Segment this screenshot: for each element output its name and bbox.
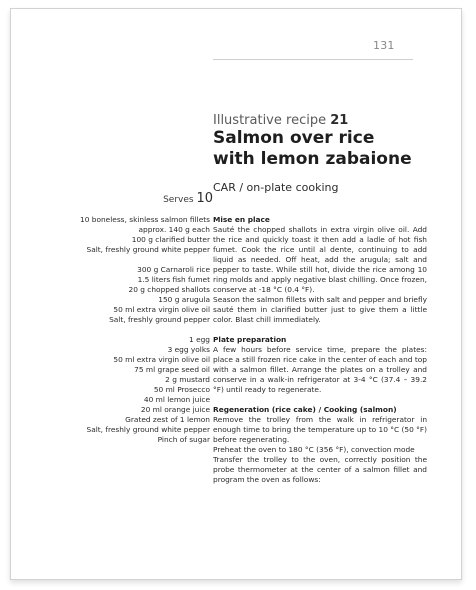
ingredient-group	[31, 215, 210, 255]
serves-line	[123, 191, 213, 206]
recipe-subtitle: CAR / on-plate cooking	[213, 181, 339, 194]
section-heading: Plate preparation	[213, 335, 287, 344]
method-paragraph: Remove the trolley from the walk in refrigerator in enough time to bring the temperature up to 10 °C (50 °F) before regenerating.	[213, 415, 427, 444]
ingredient-line: 1 egg	[189, 335, 210, 344]
ingredient-line: 150 g arugula	[158, 295, 210, 304]
method-section	[213, 335, 427, 395]
ingredient-line: 50 ml extra virgin olive oil	[113, 355, 210, 364]
ingredient-line: 10 boneless, skinless salmon fillets	[80, 215, 210, 224]
ingredient-line: Salt, freshly ground white pepper	[86, 245, 210, 254]
ingredient-line: 20 ml orange juice	[140, 405, 210, 414]
ingredient-line: 75 ml grape seed oil	[134, 365, 210, 374]
ingredient-group	[31, 265, 210, 325]
section-heading: Regeneration (rice cake) / Cooking (salmon)	[213, 405, 397, 414]
ingredient-group	[31, 335, 210, 445]
ingredient-line: 3 egg yolks	[167, 345, 210, 354]
recipe-title-line: Salmon over rice	[213, 128, 375, 148]
method-column	[213, 215, 427, 495]
recipe-kicker-label: Illustrative recipe	[213, 113, 327, 128]
ingredient-list	[31, 215, 210, 455]
ingredient-line: 300 g Carnaroli rice	[137, 265, 210, 274]
ingredient-line: 2 g mustard	[165, 375, 210, 384]
method-section	[213, 405, 427, 485]
recipe-kicker	[213, 113, 348, 128]
ingredient-line: Salt, freshly ground pepper	[109, 315, 210, 324]
ingredient-line: 100 g clarified butter	[131, 235, 210, 244]
ingredient-line: Pinch of sugar	[157, 435, 210, 444]
method-paragraph: A few hours before service time, prepare the plates: place a still frozen rice cake in the center of each and top with a salmon fillet. Arrange the plates on a trolley and conserve in a walk-in refrigerator at 3-4 °C (37.4 – 39.2 °F) until ready to regenerate.	[213, 345, 427, 394]
method-paragraph: Season the salmon fillets with salt and pepper and briefly sauté them in clarified butter just to give them a little color. Blast chill immediately.	[213, 295, 427, 324]
ingredient-line: Grated zest of 1 lemon	[125, 415, 210, 424]
serves-label: Serves	[163, 195, 194, 205]
ingredient-line: 40 ml lemon juice	[143, 395, 210, 404]
page-number: 131	[373, 39, 395, 52]
section-heading: Mise en place	[213, 215, 270, 224]
method-paragraph: Preheat the oven to 180 °C (356 °F), convection mode	[213, 445, 415, 454]
method-section	[213, 215, 427, 325]
serves-count: 10	[196, 191, 213, 206]
ingredient-line: 50 ml Prosecco	[153, 385, 210, 394]
ingredient-line: 20 g chopped shallots	[128, 285, 210, 294]
ingredient-line: 1.5 liters fish fumet	[137, 275, 210, 284]
ingredient-line: approx. 140 g each	[138, 225, 210, 234]
ingredient-line: Salt, freshly ground white pepper	[86, 425, 210, 434]
recipe-number: 21	[330, 113, 349, 128]
recipe-title	[213, 128, 453, 170]
method-paragraph: Transfer the trolley to the oven, correctly position the probe thermometer at the center of a salmon fillet and program the oven as follows:	[213, 455, 427, 484]
ingredient-line: 50 ml extra virgin olive oil	[113, 305, 210, 314]
recipe-title-line: with lemon zabaione	[213, 149, 412, 169]
method-paragraph: Sauté the chopped shallots in extra virgin olive oil. Add the rice and quickly toast it then add a ladle of hot fish fumet. Cook the rice until al dente, continuing to add liquid as needed. Off heat, add the arugula; salt and pepper to taste. While still hot, divide the rice among 10 ring molds and apply negative blast chilling. Once frozen, conserve at -18 °C (0.4 °F).	[213, 225, 427, 294]
header-divider	[213, 59, 413, 60]
book-page	[10, 8, 462, 580]
